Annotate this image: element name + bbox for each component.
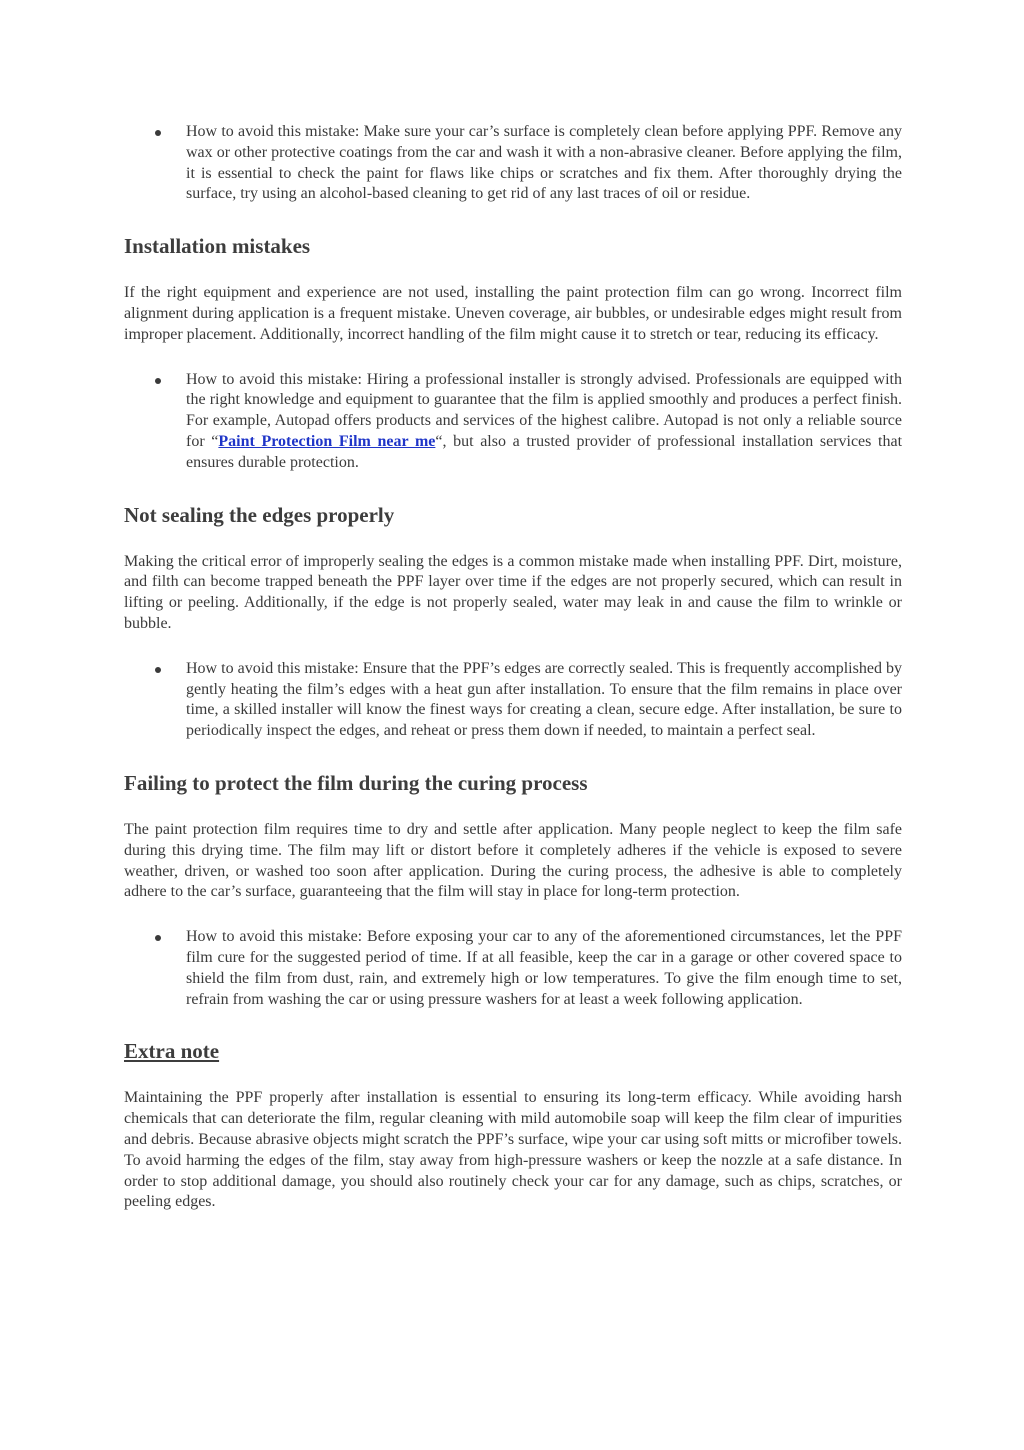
extra-note-heading-text: Extra note — [124, 1039, 220, 1064]
paragraph-extra-note: Maintaining the PPF properly after installation is essential to ensuring its long-term efficacy. While avoiding harsh chemicals that can deteriorate the film, regular cleaning with mild automobile soap will keep the film clear of impurities and debris. Because abrasive objects might scratch the PPF’s surface, wipe your car using soft mitts or microfiber towels. To avoid harming the edges of the film, stay away from high-pressure washers or keep the nozzle at a safe distance. In order to stop additional damage, you should also routinely check your car for any damage, such as chips, scratches, or peeling edges. — [124, 1089, 902, 1211]
paragraph-installation: If the right equipment and experience are not used, installing the paint protection film can go wrong. Incorrect film alignment during application is a frequent mistake. Uneven coverage, air bubbles, or undesirable edges might result from improper placement. Additionally, incorrect handling of the film might cause it to stretch or tear, reducing its efficacy. — [124, 284, 902, 343]
list-item — [124, 370, 902, 474]
bullet-icon — [155, 667, 161, 673]
section-heading-installation: Installation mistakes — [124, 234, 311, 259]
list-item — [124, 659, 902, 742]
section-heading-sealing: Not sealing the edges properly — [124, 502, 395, 527]
bullet-icon — [155, 130, 161, 136]
paint-protection-film-link[interactable]: Paint Protection Film near me — [218, 432, 436, 450]
list-item — [124, 927, 902, 1010]
bullet-list — [124, 659, 902, 742]
bullet-icon — [155, 378, 161, 384]
paragraph-curing: The paint protection film requires time to dry and settle after application. Many people neglect to keep the film safe during this drying time. The film may lift or distort before it completely adheres if the vehicle is exposed to severe weather, driven, or washed too soon after application. During the curing process, the adhesive is able to completely adhere to the car’s surface, guaranteeing that the film will stay in place for long-term protection. — [124, 820, 902, 901]
list-item — [124, 122, 902, 205]
paragraph-sealing: Making the critical error of improperly sealing the edges is a common mistake made when installing PPF. Dirt, moisture, and filth can become trapped beneath the PPF layer over time if the edges are not properly secured, which can result in lifting or peeling. Additionally, if the edge is not properly sealed, water may leak in and cause the film to wrinkle or bubble. — [124, 552, 902, 632]
section-heading-extra-note — [124, 1038, 902, 1064]
bullet-text-after-link: “, but also a trusted provider of professional installation services that ensures durable protection. — [186, 432, 903, 471]
bullet-text: How to avoid this mistake: Make sure your car’s surface is completely clean before applying PPF. Remove any wax or other protective coatings from the car and wash it with a non-abrasive cleaner. Before applying the film, it is essential to check the paint for flaws like chips or scratches and fix them. After thoroughly drying the surface, try using an alcohol-based cleaning to get rid of any last traces of oil or residue. — [186, 123, 902, 203]
bullet-text: How to avoid this mistake: Ensure that the PPF’s edges are correctly sealed. This is frequently accomplished by gently heating the film’s edges with a heat gun after installation. To ensure that the film remains in place over time, a skilled installer will know the finest ways for creating a clean, secure edge. After installation, be sure to periodically inspect the edges, and reheat or press them down if needed, to maintain a perfect seal. — [186, 659, 902, 740]
section-heading-curing: Failing to protect the film during the curing process — [124, 770, 588, 795]
bullet-icon — [155, 935, 161, 941]
document-page — [124, 122, 902, 1213]
bullet-list — [124, 927, 902, 1010]
bullet-list — [124, 370, 902, 474]
bullet-list — [124, 122, 902, 205]
bullet-text: How to avoid this mistake: Before exposing your car to any of the aforementioned circumstances, let the PPF film cure for the suggested period of time. If at all feasible, keep the car in a garage or other covered space to shield the film from dust, rain, and extremely high or low temperatures. To give the film enough time to set, refrain from washing the car or using pressure washers for at least a week following application. — [186, 928, 902, 1008]
bullet-text-before-link: How to avoid this mistake: Hiring a professional installer is strongly advised. Professionals are equipped with the right knowledge and equipment to guarantee that the film is applied smoothly and produces a perfect finish. For example, Autopad offers products and services of the highest calibre. Autopad is not only a reliable source for “ — [186, 370, 902, 450]
